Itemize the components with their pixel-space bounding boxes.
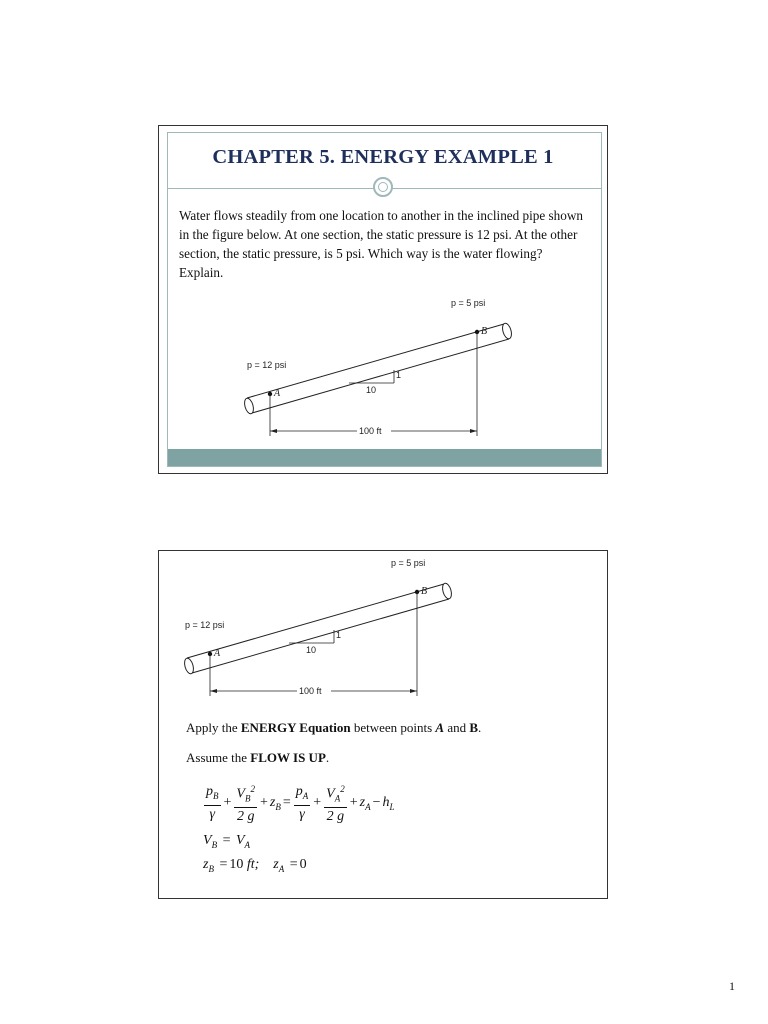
apply-point-b: B — [469, 720, 479, 735]
assume-flow-line — [186, 750, 329, 766]
distance-label: 100 ft — [359, 426, 382, 436]
apply-text-4: . — [478, 720, 482, 735]
slide-title: CHAPTER 5. ENERGY EXAMPLE 1 — [212, 146, 554, 168]
apply-text-2: between points — [350, 720, 436, 735]
point-a-label: A — [274, 388, 281, 399]
pressure-label-b: p = 5 psi — [451, 298, 486, 308]
slide-footer-bar — [168, 449, 601, 466]
elevation-values: $z_B = 10$ ft; $z_A = 0$ — [203, 857, 307, 875]
slope-rise-label: 1 — [396, 370, 402, 380]
page-number: 1 — [729, 979, 735, 993]
problem-statement: Water flows steadily from one location to another in the inclined pipe shown in the figure below. At one section, the static pressure is 12 psi. At the other section, the static pressure, is 5 psi. Which way is the water flowing? Explain. — [179, 208, 583, 280]
energy-equation-main: $\frac{p_B}{\gamma}$ + $\frac{V_B^2}{2 g}$ + $z_B$ = $\frac{p_A}{\gamma}$ + $\frac{V_A^2}{2 g}$ + $z_A - h_L$ — [203, 781, 394, 825]
apply-text-3: and — [444, 720, 470, 735]
point-b-label: B — [481, 326, 488, 337]
velocity-equality: $V_B = V_A$ — [203, 833, 251, 851]
pipe-figure-2 — [179, 556, 479, 711]
assume-text-2: . — [325, 750, 330, 765]
assume-text-1: Assume the — [186, 750, 251, 765]
point-b-label-2: B — [421, 586, 428, 597]
slope-rise-label-2: 1 — [336, 630, 342, 640]
pressure-label-a: p = 12 psi — [247, 360, 287, 370]
point-a-label-2: A — [214, 648, 221, 659]
distance-label-2: 100 ft — [299, 686, 322, 696]
divider-ornament-icon — [373, 177, 393, 197]
apply-text-1: Apply the — [186, 720, 241, 735]
apply-text-bold: ENERGY Equation — [240, 720, 351, 735]
slide-2 — [158, 550, 608, 899]
apply-energy-line — [186, 720, 481, 736]
slope-run-label: 10 — [366, 385, 377, 395]
assume-text-bold: FLOW IS UP — [250, 750, 326, 765]
pipe-figure — [239, 296, 539, 451]
apply-point-a: A — [435, 720, 445, 735]
pressure-label-b-2: p = 5 psi — [391, 558, 426, 568]
pressure-label-a-2: p = 12 psi — [185, 620, 225, 630]
slope-run-label-2: 10 — [306, 645, 317, 655]
slide-1 — [158, 125, 608, 474]
